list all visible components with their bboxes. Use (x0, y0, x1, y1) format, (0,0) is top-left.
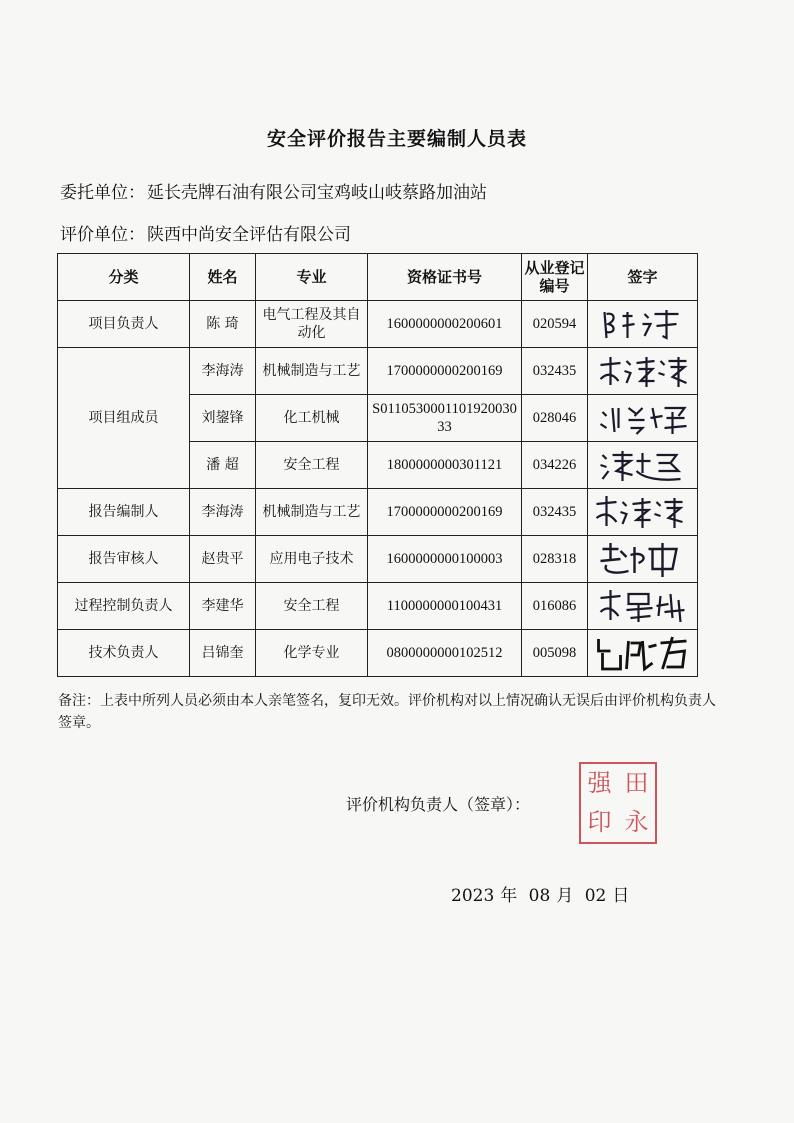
name-cell: 赵贵平 (190, 536, 256, 583)
major-cell: 安全工程 (256, 583, 368, 630)
name-cell: 刘鋆锋 (190, 395, 256, 442)
staff-table (57, 253, 698, 677)
cert-cell: 1700000000200169 (368, 489, 522, 536)
evaluator-value: 陕西中尚安全评估有限公司 (147, 225, 351, 245)
signature-cell (588, 489, 698, 536)
handwritten-signature (590, 539, 695, 579)
category-cell: 报告编制人 (58, 489, 190, 536)
name-cell: 李海涛 (190, 489, 256, 536)
cert-cell: 1700000000200169 (368, 348, 522, 395)
name-cell: 李海涛 (190, 348, 256, 395)
cert-cell: 1100000000100431 (368, 583, 522, 630)
handwritten-signature (590, 445, 695, 485)
reg-cell: 032435 (522, 348, 588, 395)
seal-char: 永 (624, 808, 649, 836)
cert-cell: 1600000000100003 (368, 536, 522, 583)
name-cell: 潘 超 (190, 442, 256, 489)
signature-cell (588, 395, 698, 442)
cert-cell: 1800000000301121 (368, 442, 522, 489)
header-signature: 签字 (588, 254, 698, 301)
date-line (451, 881, 635, 906)
client-line (60, 178, 487, 203)
date-month: 08 (528, 886, 551, 906)
table-row (58, 489, 698, 536)
date-day-unit: 日 (612, 886, 630, 906)
header-cert: 资格证书号 (368, 254, 522, 301)
category-cell: 技术负责人 (58, 630, 190, 677)
major-cell: 安全工程 (256, 442, 368, 489)
name-cell: 陈 琦 (190, 301, 256, 348)
reg-cell: 016086 (522, 583, 588, 630)
reg-cell: 028318 (522, 536, 588, 583)
date-month-unit: 月 (556, 886, 574, 906)
header-major: 专业 (256, 254, 368, 301)
signature-cell (588, 583, 698, 630)
cert-cell: 0800000000102512 (368, 630, 522, 677)
table-header-row (58, 254, 698, 301)
header-name: 姓名 (190, 254, 256, 301)
client-label: 委托单位： (60, 183, 145, 203)
seal-char: 印 (587, 808, 612, 836)
signature-cell (588, 442, 698, 489)
signature-cell (588, 301, 698, 348)
handwritten-signature (590, 492, 695, 532)
reg-cell: 028046 (522, 395, 588, 442)
major-cell: 电气工程及其自动化 (256, 301, 368, 348)
table-row (58, 630, 698, 677)
date-year: 2023 (451, 886, 495, 906)
signature-cell (588, 630, 698, 677)
seal-char: 强 (587, 769, 612, 797)
name-cell: 吕锦奎 (190, 630, 256, 677)
reg-cell: 020594 (522, 301, 588, 348)
category-cell: 项目组成员 (58, 348, 190, 489)
header-reg: 从业登记编号 (522, 254, 588, 301)
name-cell: 李建华 (190, 583, 256, 630)
cert-cell: S011053000110192003033 (368, 395, 522, 442)
handwritten-signature (590, 586, 695, 626)
page-title: 安全评价报告主要编制人员表 (266, 128, 527, 150)
note-text: 备注：上表中所列人员必须由本人亲笔签名，复印无效。评价机构对以上情况确认无误后由评价机构负责人签章。 (58, 693, 716, 731)
reg-cell: 034226 (522, 442, 588, 489)
major-cell: 化工机械 (256, 395, 368, 442)
table-row (58, 301, 698, 348)
category-cell: 过程控制负责人 (58, 583, 190, 630)
signature-cell (588, 536, 698, 583)
signature-cell (588, 348, 698, 395)
header-category: 分类 (58, 254, 190, 301)
major-cell: 化学专业 (256, 630, 368, 677)
reg-cell: 005098 (522, 630, 588, 677)
major-cell: 应用电子技术 (256, 536, 368, 583)
handwritten-signature (590, 633, 695, 673)
major-cell: 机械制造与工艺 (256, 489, 368, 536)
evaluator-label: 评价单位： (60, 225, 145, 245)
table-row (58, 583, 698, 630)
date-day: 02 (584, 886, 607, 906)
reg-cell: 032435 (522, 489, 588, 536)
category-cell: 报告审核人 (58, 536, 190, 583)
seal-char: 田 (624, 769, 649, 797)
red-seal (579, 762, 657, 844)
major-cell: 机械制造与工艺 (256, 348, 368, 395)
signer-label: 评价机构负责人（签章）： (346, 795, 531, 814)
category-cell: 项目负责人 (58, 301, 190, 348)
table-row (58, 536, 698, 583)
cert-cell: 1600000000200601 (368, 301, 522, 348)
date-year-unit: 年 (500, 886, 518, 906)
handwritten-signature (590, 351, 695, 391)
evaluator-line (60, 220, 351, 245)
handwritten-signature (590, 304, 695, 344)
table-row (58, 348, 698, 395)
client-value: 延长壳牌石油有限公司宝鸡岐山岐蔡路加油站 (147, 183, 487, 203)
handwritten-signature (590, 398, 695, 438)
